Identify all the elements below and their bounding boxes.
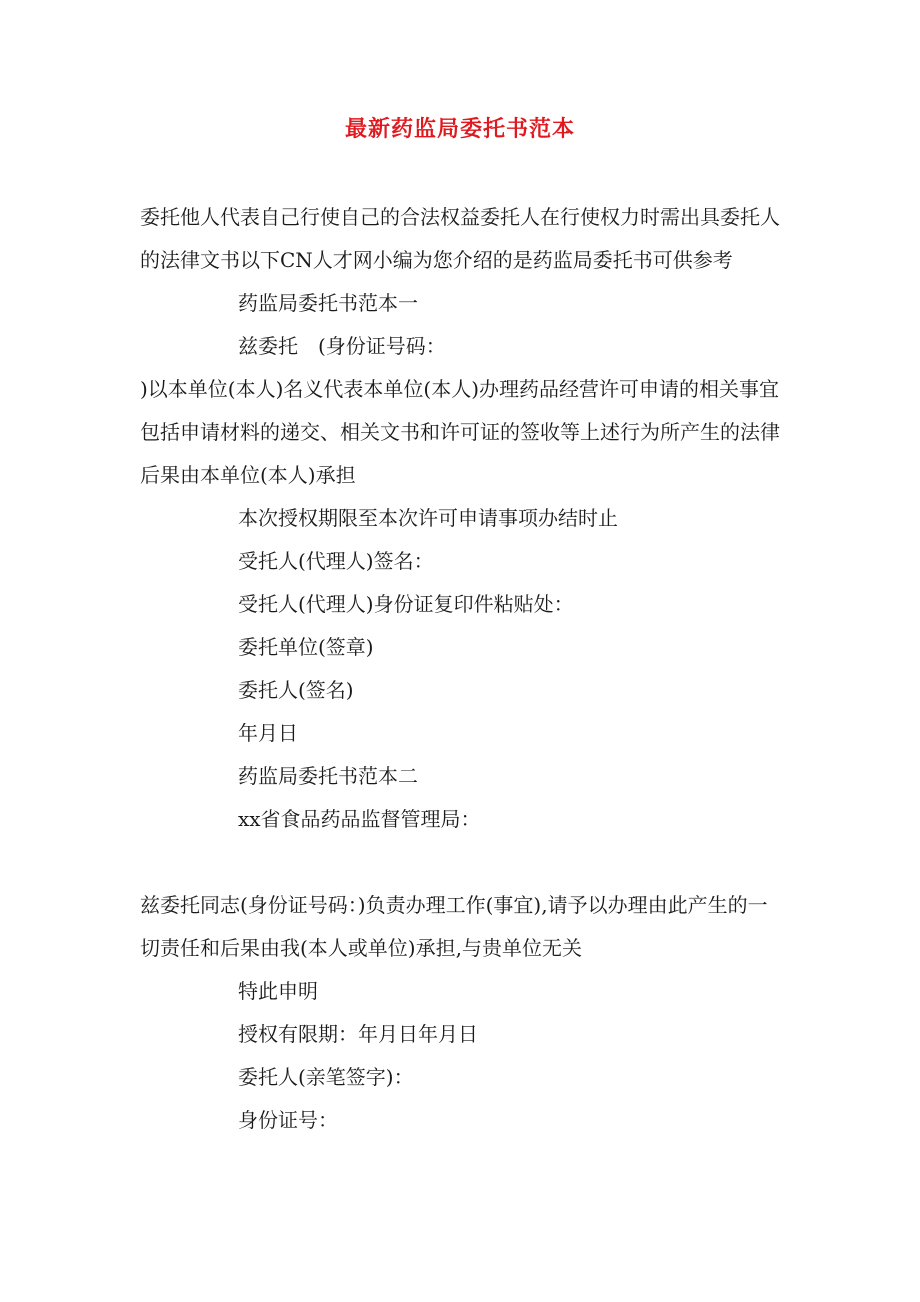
sample1-date: 年月日 — [238, 721, 298, 745]
sample1-paragraph: )以本单位(本人)名义代表本单位(本人)办理药品经营许可申请的相关事宜包括申请材料的递交、相关文书和许可证的签收等上述行为所产生的法律后果由本单位(本人)承担 — [140, 377, 780, 487]
sample1-term: 本次授权期限至本次许可申请事项办结时止 — [238, 506, 618, 530]
document-body — [140, 196, 780, 1142]
intro-paragraph: 委托他人代表自己行使自己的合法权益委托人在行使权力时需出具委托人的法律文书以下CN人才网小编为您介绍的是药监局委托书可供参考 — [140, 205, 780, 272]
sample1-unit-seal: 委托单位(签章) — [238, 635, 374, 659]
sample2-paragraph: 兹委托同志(身份证号码：)负责办理工作(事宜),请予以办理由此产生的一切责任和后果由我(本人或单位)承担,与贵单位无关 — [140, 893, 768, 960]
sample1-agent-id-copy: 受托人(代理人)身份证复印件粘贴处： — [238, 592, 574, 616]
sample2-principal-signature: 委托人(亲笔签字)： — [238, 1065, 414, 1089]
document-title: 最新药监局委托书范本 — [344, 117, 575, 142]
sample1-principal-signature: 委托人(签名) — [238, 678, 354, 702]
sample2-period: 授权有限期：年月日年月日 — [238, 1022, 478, 1046]
sample2-id-number: 身份证号： — [238, 1108, 338, 1132]
sample1-heading: 药监局委托书范本一 — [238, 291, 418, 315]
sample1-agent-signature: 受托人(代理人)签名： — [238, 549, 434, 573]
sample2-heading: 药监局委托书范本二 — [238, 764, 418, 788]
sample2-addressee: xx省食品药品监督管理局： — [238, 807, 481, 831]
sample2-declaration: 特此申明 — [238, 979, 318, 1003]
sample1-entrust-line: 兹委托 (身份证号码： — [238, 334, 446, 358]
